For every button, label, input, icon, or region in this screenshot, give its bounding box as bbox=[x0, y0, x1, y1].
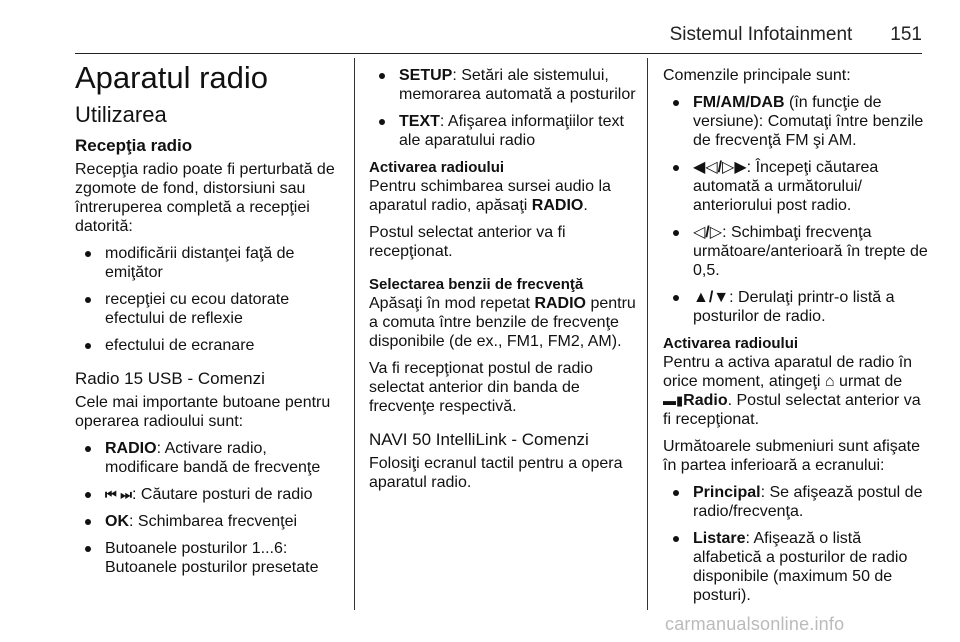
list-item: recepţiei cu ecou datorate efectului de reflexie bbox=[75, 290, 343, 328]
column-2 bbox=[369, 66, 637, 500]
radio15-heading: Radio 15 USB - Comenzi bbox=[75, 369, 265, 388]
setup-key: SETUP bbox=[399, 67, 453, 84]
autoseek-icon: ◀◁/▷▶ bbox=[693, 159, 747, 176]
chapter-title: Aparatul radio bbox=[75, 60, 269, 95]
band-text: Apăsaţi în mod repetat RADIO pentru a comuta între benzile de frecvenţe disponibile (de ex., FM1, FM2, AM). bbox=[369, 295, 636, 350]
submenu-list bbox=[663, 483, 931, 605]
page-header bbox=[670, 24, 922, 46]
list-item: ◁/▷: Schimbaţi frecvenţa următoare/anterioară în trepte de 0,5. bbox=[663, 223, 931, 280]
list-item: FM/AM/DAB (în funcţie de versiune): Comutaţi între benzile de frecvenţă FM şi AM. bbox=[663, 93, 931, 150]
header-divider bbox=[75, 53, 922, 54]
radio15-controls bbox=[75, 439, 343, 577]
column-1 bbox=[75, 60, 343, 585]
band-heading: Selectarea benzii de frecvenţă bbox=[369, 276, 584, 293]
navi-controls bbox=[663, 93, 931, 326]
reception-list bbox=[75, 244, 343, 355]
activate-heading-2: Activarea radioului bbox=[663, 335, 799, 352]
principal-key: Principal bbox=[693, 484, 761, 501]
list-item: Principal: Se afişează postul de radio/frecvenţa. bbox=[663, 483, 931, 521]
reception-intro: Recepţia radio poate fi perturbată de zgomote de fond, distorsiuni sau întreruperea completă a recepţiei datorită: bbox=[75, 161, 335, 235]
main-controls-intro: Comenzile principale sunt: bbox=[663, 67, 851, 84]
column-divider-2 bbox=[647, 58, 648, 610]
ok-key: OK bbox=[105, 513, 129, 530]
watermark: carmanualsonline.info bbox=[665, 614, 845, 634]
list-item: ⏮ ⏭: Căutare posturi de radio bbox=[75, 485, 343, 504]
band-text-2: Va fi recepţionat postul de radio selectat anterior din banda de frecvenţe respectivă. bbox=[369, 360, 593, 415]
list-item: ◀◁/▷▶: Începeţi căutarea automată a următorului/ anteriorului post radio. bbox=[663, 158, 931, 215]
previous-station-text: Postul selectat anterior va fi recepţionat. bbox=[369, 224, 566, 260]
column-3 bbox=[663, 66, 931, 613]
scroll-icon: ▲/▼ bbox=[693, 289, 730, 306]
list-item: OK: Schimbarea frecvenţei bbox=[75, 512, 343, 531]
listare-key: Listare bbox=[693, 530, 746, 547]
activate-heading: Activarea radioului bbox=[369, 159, 505, 176]
text-key: TEXT bbox=[399, 113, 440, 130]
radio15-intro: Cele mai importante butoane pentru operarea radioului sunt: bbox=[75, 394, 331, 430]
navi-intro: Folosiţi ecranul tactil pentru a opera aparatul radio. bbox=[369, 455, 623, 491]
list-item: efectului de ecranare bbox=[75, 336, 343, 355]
seek-icon: ⏮ ⏭ bbox=[105, 487, 133, 502]
section-subtitle: Utilizarea bbox=[75, 102, 167, 127]
reception-heading: Recepţia radio bbox=[75, 136, 193, 155]
list-item: modificării distanţei faţă de emiţător bbox=[75, 244, 343, 282]
radio-key: RADIO bbox=[105, 440, 157, 457]
radio15-controls-cont bbox=[369, 66, 637, 150]
radio-icon: ▬▮ bbox=[663, 393, 684, 408]
list-item: RADIO: Activare radio, modificare bandă de frecvenţe bbox=[75, 439, 343, 477]
home-icon: ⌂ bbox=[824, 373, 835, 390]
section-title: Sistemul Infotainment bbox=[669, 24, 853, 45]
activate-text-2: Pentru a activa aparatul de radio în orice moment, atingeţi ⌂ urmat de ▬▮Radio. Postul selectat anterior va fi recepţionat. bbox=[663, 354, 921, 428]
navi-heading: NAVI 50 IntelliLink - Comenzi bbox=[369, 430, 589, 449]
list-item: Butoanele posturilor 1...6: Butoanele posturilor presetate bbox=[75, 539, 343, 577]
list-item: Listare: Afişează o listă alfabetică a posturilor de radio disponibile (maximum 50 de posturi). bbox=[663, 529, 931, 605]
list-item: TEXT: Afişarea informaţiilor text ale aparatului radio bbox=[369, 112, 637, 150]
submenu-intro: Următoarele submeniuri sunt afişate în partea inferioară a ecranului: bbox=[663, 438, 921, 474]
list-item: SETUP: Setări ale sistemului, memorarea automată a posturilor bbox=[369, 66, 637, 104]
list-item: ▲/▼: Derulaţi printr-o listă a posturilor de radio. bbox=[663, 288, 931, 326]
column-divider-1 bbox=[354, 58, 355, 610]
fmamdab-key: FM/AM/DAB bbox=[693, 94, 785, 111]
activate-text: Pentru schimbarea sursei audio la aparatul radio, apăsaţi RADIO. bbox=[369, 178, 611, 214]
step-icon: ◁/▷ bbox=[693, 224, 723, 241]
page-number: 151 bbox=[890, 24, 922, 45]
